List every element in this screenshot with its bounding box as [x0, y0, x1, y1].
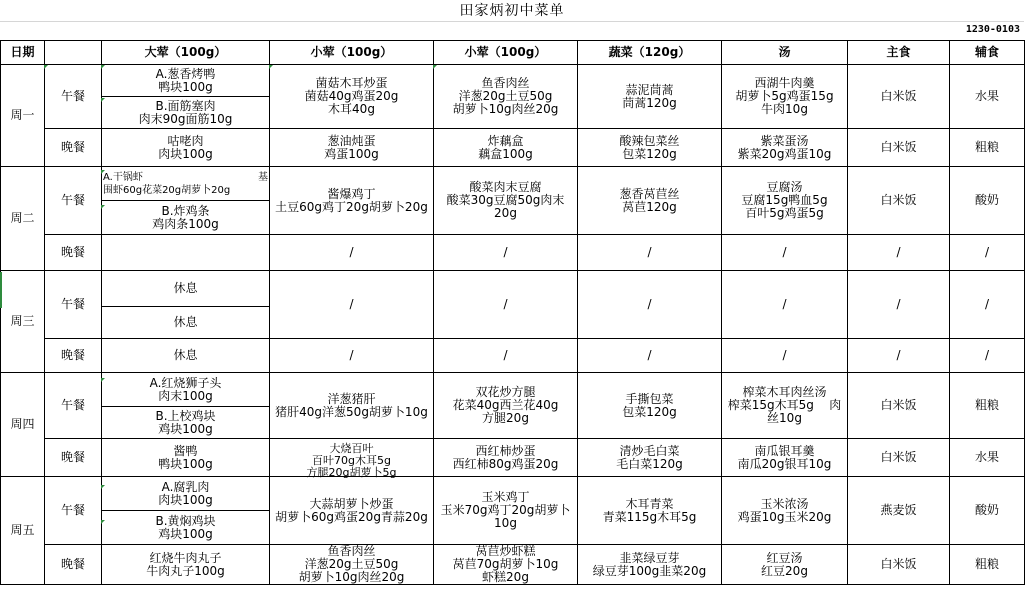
- small-meat-1: 大烧百叶 百叶70g木耳5g 方腿20g胡萝卜5g: [270, 439, 434, 477]
- vegetable: 清炒毛白菜 毛白菜120g: [578, 439, 722, 477]
- rest-cell: 休息: [102, 339, 270, 373]
- small-meat-2: 酸菜肉末豆腐 酸菜30g豆腐50g肉末 20g: [434, 167, 578, 235]
- day-cell-mon: 周一: [1, 65, 45, 167]
- cell-marker: [101, 485, 105, 489]
- small-meat-2: 莴苣炒虾糕 莴苣70g胡萝卜10g 虾糕20g: [434, 545, 578, 585]
- big-meat-option-b: B.炸鸡条 鸡肉条100g: [102, 201, 270, 235]
- small-meat-2: 玉米鸡丁 玉米70g鸡丁20g胡萝卜 10g: [434, 477, 578, 545]
- table-row: [1, 65, 1025, 97]
- big-meat-option-b: B.面筋塞肉 肉末90g面筋10g: [102, 97, 270, 129]
- vegetable: 葱香莴苣丝 莴苣120g: [578, 167, 722, 235]
- vegetable: 手撕包菜 包菜120g: [578, 373, 722, 439]
- big-meat-option-a: A.红烧狮子头 肉末100g: [102, 373, 270, 407]
- meal-lunch: 午餐: [45, 271, 102, 339]
- cell-marker: [101, 205, 105, 209]
- cell-marker: [101, 520, 105, 524]
- slash-cell: /: [270, 271, 434, 339]
- staple: 白米饭: [848, 129, 950, 167]
- table-row: [1, 167, 1025, 201]
- header-small-meat-1: 小荤（100g）: [270, 41, 434, 65]
- header-row: [1, 41, 1025, 65]
- soup: 榨菜木耳肉丝汤 榨菜15g木耳5g 肉 丝10g: [722, 373, 848, 439]
- vegetable: 韭菜绿豆芽 绿豆芽100g韭菜20g: [578, 545, 722, 585]
- meal-dinner: 晚餐: [45, 339, 102, 373]
- side-dish: 酸奶: [950, 477, 1025, 545]
- cell-marker: [44, 65, 48, 69]
- slash-cell: /: [434, 235, 578, 271]
- small-meat-1: 酱爆鸡丁 土豆60g鸡丁20g胡萝卜20g: [270, 167, 434, 235]
- small-meat-2: 鱼香肉丝 洋葱20g土豆50g 胡萝卜10g肉丝20g: [434, 65, 578, 129]
- staple: 白米饭: [848, 373, 950, 439]
- side-dish: 粗粮: [950, 373, 1025, 439]
- header-meal: [45, 41, 102, 65]
- cell-marker: [101, 170, 105, 174]
- slash-cell: /: [848, 339, 950, 373]
- header-staple: 主食: [848, 41, 950, 65]
- slash-cell: /: [722, 339, 848, 373]
- big-meat: 酱鸭 鸭块100g: [102, 439, 270, 477]
- small-meat-1: 菌菇木耳炒蛋 菌菇40g鸡蛋20g 木耳40g: [270, 65, 434, 129]
- soup: 玉米浓汤 鸡蛋10g玉米20g: [722, 477, 848, 545]
- slash-cell: /: [434, 271, 578, 339]
- side-dish: 粗粮: [950, 545, 1025, 585]
- table-row: [1, 235, 1025, 271]
- staple: 燕麦饭: [848, 477, 950, 545]
- big-meat-option-a: A.葱香烤鸭 鸭块100g: [102, 65, 270, 97]
- big-meat-option-b: B.上校鸡块 鸡块100g: [102, 407, 270, 439]
- soup: 豆腐汤 豆腐15g鸭血5g 百叶5g鸡蛋5g: [722, 167, 848, 235]
- slash-cell: /: [578, 339, 722, 373]
- header-small-meat-2: 小荤（100g）: [434, 41, 578, 65]
- header-vegetable: 蔬菜（120g）: [578, 41, 722, 65]
- day-cell-fri: 周五: [1, 477, 45, 585]
- menu-code: 1230-0103: [965, 24, 1020, 35]
- small-meat-2: 西红柿炒蛋 西红柿80g鸡蛋20g: [434, 439, 578, 477]
- side-dish: 水果: [950, 65, 1025, 129]
- slash-cell: /: [722, 271, 848, 339]
- meal-lunch: 午餐: [45, 373, 102, 439]
- day-cell-tue: 周二: [1, 167, 45, 271]
- vegetable: 蒜泥茼蒿 茼蒿120g: [578, 65, 722, 129]
- staple: 白米饭: [848, 65, 950, 129]
- small-meat-1: 鱼香肉丝 洋葱20g土豆50g 胡萝卜10g肉丝20g: [270, 545, 434, 585]
- cell-marker: [0, 272, 2, 308]
- slash-cell: /: [434, 339, 578, 373]
- soup: 紫菜蛋汤 紫菜20g鸡蛋10g: [722, 129, 848, 167]
- small-meat-2: 炸藕盒 藕盒100g: [434, 129, 578, 167]
- day-cell-thu: 周四: [1, 373, 45, 477]
- big-meat-option-b: B.黄焖鸡块 鸡块100g: [102, 511, 270, 545]
- slash-cell: /: [950, 271, 1025, 339]
- table-row: [1, 545, 1025, 585]
- small-meat-1: 葱油炖蛋 鸡蛋100g: [270, 129, 434, 167]
- header-side: 辅食: [950, 41, 1025, 65]
- small-meat-2: 双花炒方腿 花菜40g西兰花40g 方腿20g: [434, 373, 578, 439]
- meal-dinner: 晚餐: [45, 235, 102, 271]
- table-row: [1, 477, 1025, 511]
- slash-cell: /: [578, 271, 722, 339]
- meal-lunch: 午餐: [45, 167, 102, 235]
- table-row: [1, 373, 1025, 407]
- cell-marker: [101, 65, 105, 69]
- day-cell-wed: 周三: [1, 271, 45, 373]
- slash-cell: /: [950, 235, 1025, 271]
- staple: 白米饭: [848, 167, 950, 235]
- slash-cell: /: [722, 235, 848, 271]
- slash-cell: /: [578, 235, 722, 271]
- soup: 南瓜银耳羹 南瓜20g银耳10g: [722, 439, 848, 477]
- side-dish: 粗粮: [950, 129, 1025, 167]
- vegetable: 酸辣包菜丝 包菜120g: [578, 129, 722, 167]
- meal-lunch: 午餐: [45, 65, 102, 129]
- slash-cell: /: [270, 235, 434, 271]
- soup: 西湖牛肉羹 胡萝卜5g鸡蛋15g 牛肉10g: [722, 65, 848, 129]
- cell-marker: [101, 98, 105, 102]
- table-row: [1, 271, 1025, 307]
- slash-cell: /: [270, 339, 434, 373]
- table-row: [1, 439, 1025, 477]
- cell-marker: [101, 378, 105, 382]
- side-dish: 酸奶: [950, 167, 1025, 235]
- side-dish: 水果: [950, 439, 1025, 477]
- menu-table: [0, 40, 1025, 585]
- table-row: [1, 129, 1025, 167]
- meal-dinner: 晚餐: [45, 545, 102, 585]
- big-meat: 咕咾肉 肉块100g: [102, 129, 270, 167]
- staple: 白米饭: [848, 439, 950, 477]
- empty-cell: [102, 235, 270, 271]
- slash-cell: /: [848, 235, 950, 271]
- vegetable: 木耳青菜 青菜115g木耳5g: [578, 477, 722, 545]
- small-meat-1: 大蒜胡萝卜炒蛋 胡萝卜60g鸡蛋20g青蒜20g: [270, 477, 434, 545]
- divider: [0, 21, 1024, 22]
- staple: 白米饭: [848, 545, 950, 585]
- meal-dinner: 晚餐: [45, 129, 102, 167]
- slash-cell: /: [950, 339, 1025, 373]
- header-date: 日期: [1, 41, 45, 65]
- page-title: 田家炳初中菜单: [459, 3, 565, 19]
- header-big-meat: 大荤（100g）: [102, 41, 270, 65]
- header-soup: 汤: [722, 41, 848, 65]
- big-meat: 红烧牛肉丸子 牛肉丸子100g: [102, 545, 270, 585]
- soup: 红豆汤 红豆20g: [722, 545, 848, 585]
- slash-cell: /: [848, 271, 950, 339]
- big-meat-option-a: A.干锅虾 基 围虾60g花菜20g胡萝卜20g: [102, 167, 270, 201]
- big-meat-option-a: A.腐乳肉 肉块100g: [102, 477, 270, 511]
- cell-marker: [433, 65, 437, 69]
- rest-cell: 休息: [102, 307, 270, 339]
- meal-dinner: 晚餐: [45, 439, 102, 477]
- meal-lunch: 午餐: [45, 477, 102, 545]
- small-meat-1: 洋葱猪肝 猪肝40g洋葱50g胡萝卜10g: [270, 373, 434, 439]
- cell-marker: [269, 65, 273, 69]
- table-row: [1, 339, 1025, 373]
- rest-cell: 休息: [102, 271, 270, 307]
